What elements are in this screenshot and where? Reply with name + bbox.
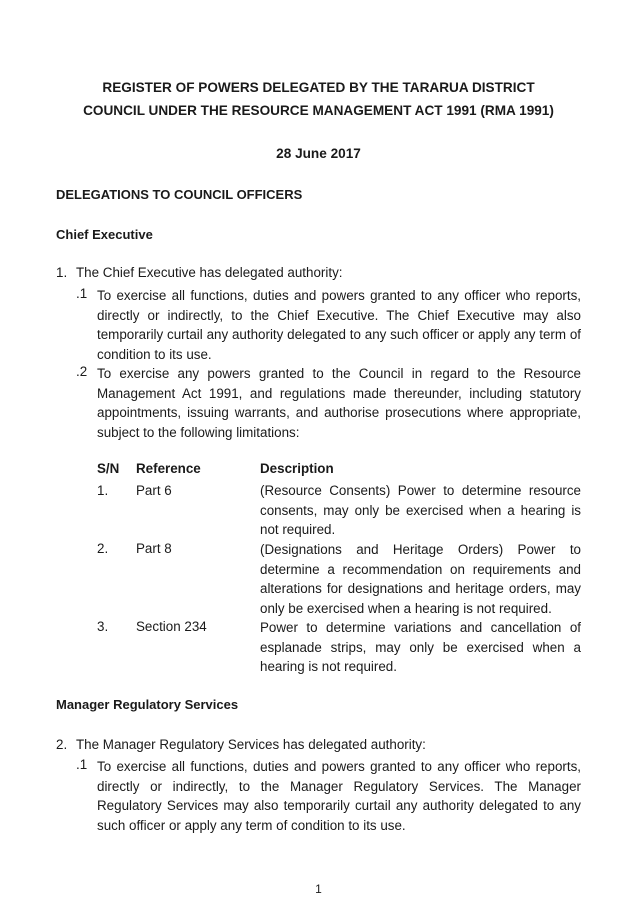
table-header-description: Description (260, 461, 334, 476)
sub-text-1-1: To exercise all functions, duties and powers granted to any officer who reports, directly or indirectly, to the Chief Executive. The Chief Executive may also temporarily curtail any authority delegated to any such officer or apply any term of condition to its use. (97, 288, 581, 362)
sub-number-2-1: .1 (76, 757, 88, 772)
item-text-1: The Chief Executive has delegated authority: (76, 265, 343, 280)
title-line-2: COUNCIL UNDER THE RESOURCE MANAGEMENT ACT 1991 (RMA 1991) (83, 103, 554, 118)
manager-regulatory-heading: Manager Regulatory Services (56, 697, 239, 712)
table-header-sn: S/N (97, 461, 120, 476)
section-heading: DELEGATIONS TO COUNCIL OFFICERS (56, 187, 303, 202)
table-cell-reference: Section 234 (136, 619, 207, 634)
table-cell-sn: 2. (97, 541, 109, 556)
table-cell-description: Power to determine variations and cancellation of esplanade strips, may only be exercised when a hearing is not required. (260, 620, 581, 675)
table-cell-sn: 3. (97, 619, 109, 634)
title-line-1: REGISTER OF POWERS DELEGATED BY THE TARARUA DISTRICT (102, 80, 535, 95)
table-cell-reference: Part 8 (136, 541, 172, 556)
chief-executive-heading: Chief Executive (56, 227, 153, 242)
sub-text-1-2: To exercise any powers granted to the Council in regard to the Resource Management Act 1991, and regulations made thereunder, including statutory appointments, issuing warrants, and authorise prosecutions where appropriate, subject to the following limitations: (97, 366, 581, 440)
table-cell-description: (Resource Consents) Power to determine resource consents, may only be exercised when a hearing is not required. (260, 483, 581, 538)
table-header-reference: Reference (136, 461, 201, 476)
item-text-2: The Manager Regulatory Services has delegated authority: (76, 737, 426, 752)
sub-number-1-2: .2 (76, 364, 88, 379)
table-cell-reference: Part 6 (136, 483, 172, 498)
document-title (0, 76, 637, 122)
item-number-2: 2. (56, 737, 68, 752)
sub-number-1-1: .1 (76, 286, 88, 301)
table-cell-description: (Designations and Heritage Orders) Power to determine a recommendation on requirements and alterations for designations and heritage orders, may only be exercised when a hearing is not required. (260, 542, 581, 616)
item-number-1: 1. (56, 265, 68, 280)
table-cell-sn: 1. (97, 483, 109, 498)
document-date: 28 June 2017 (276, 146, 361, 161)
page-number: 1 (315, 882, 322, 896)
sub-text-2-1: To exercise all functions, duties and powers granted to any officer who reports, directly or indirectly, to the Manager Regulatory Services. The Manager Regulatory Services may also temporarily curtail any authority delegated to any such officer or apply any term of condition to its use. (97, 759, 581, 833)
